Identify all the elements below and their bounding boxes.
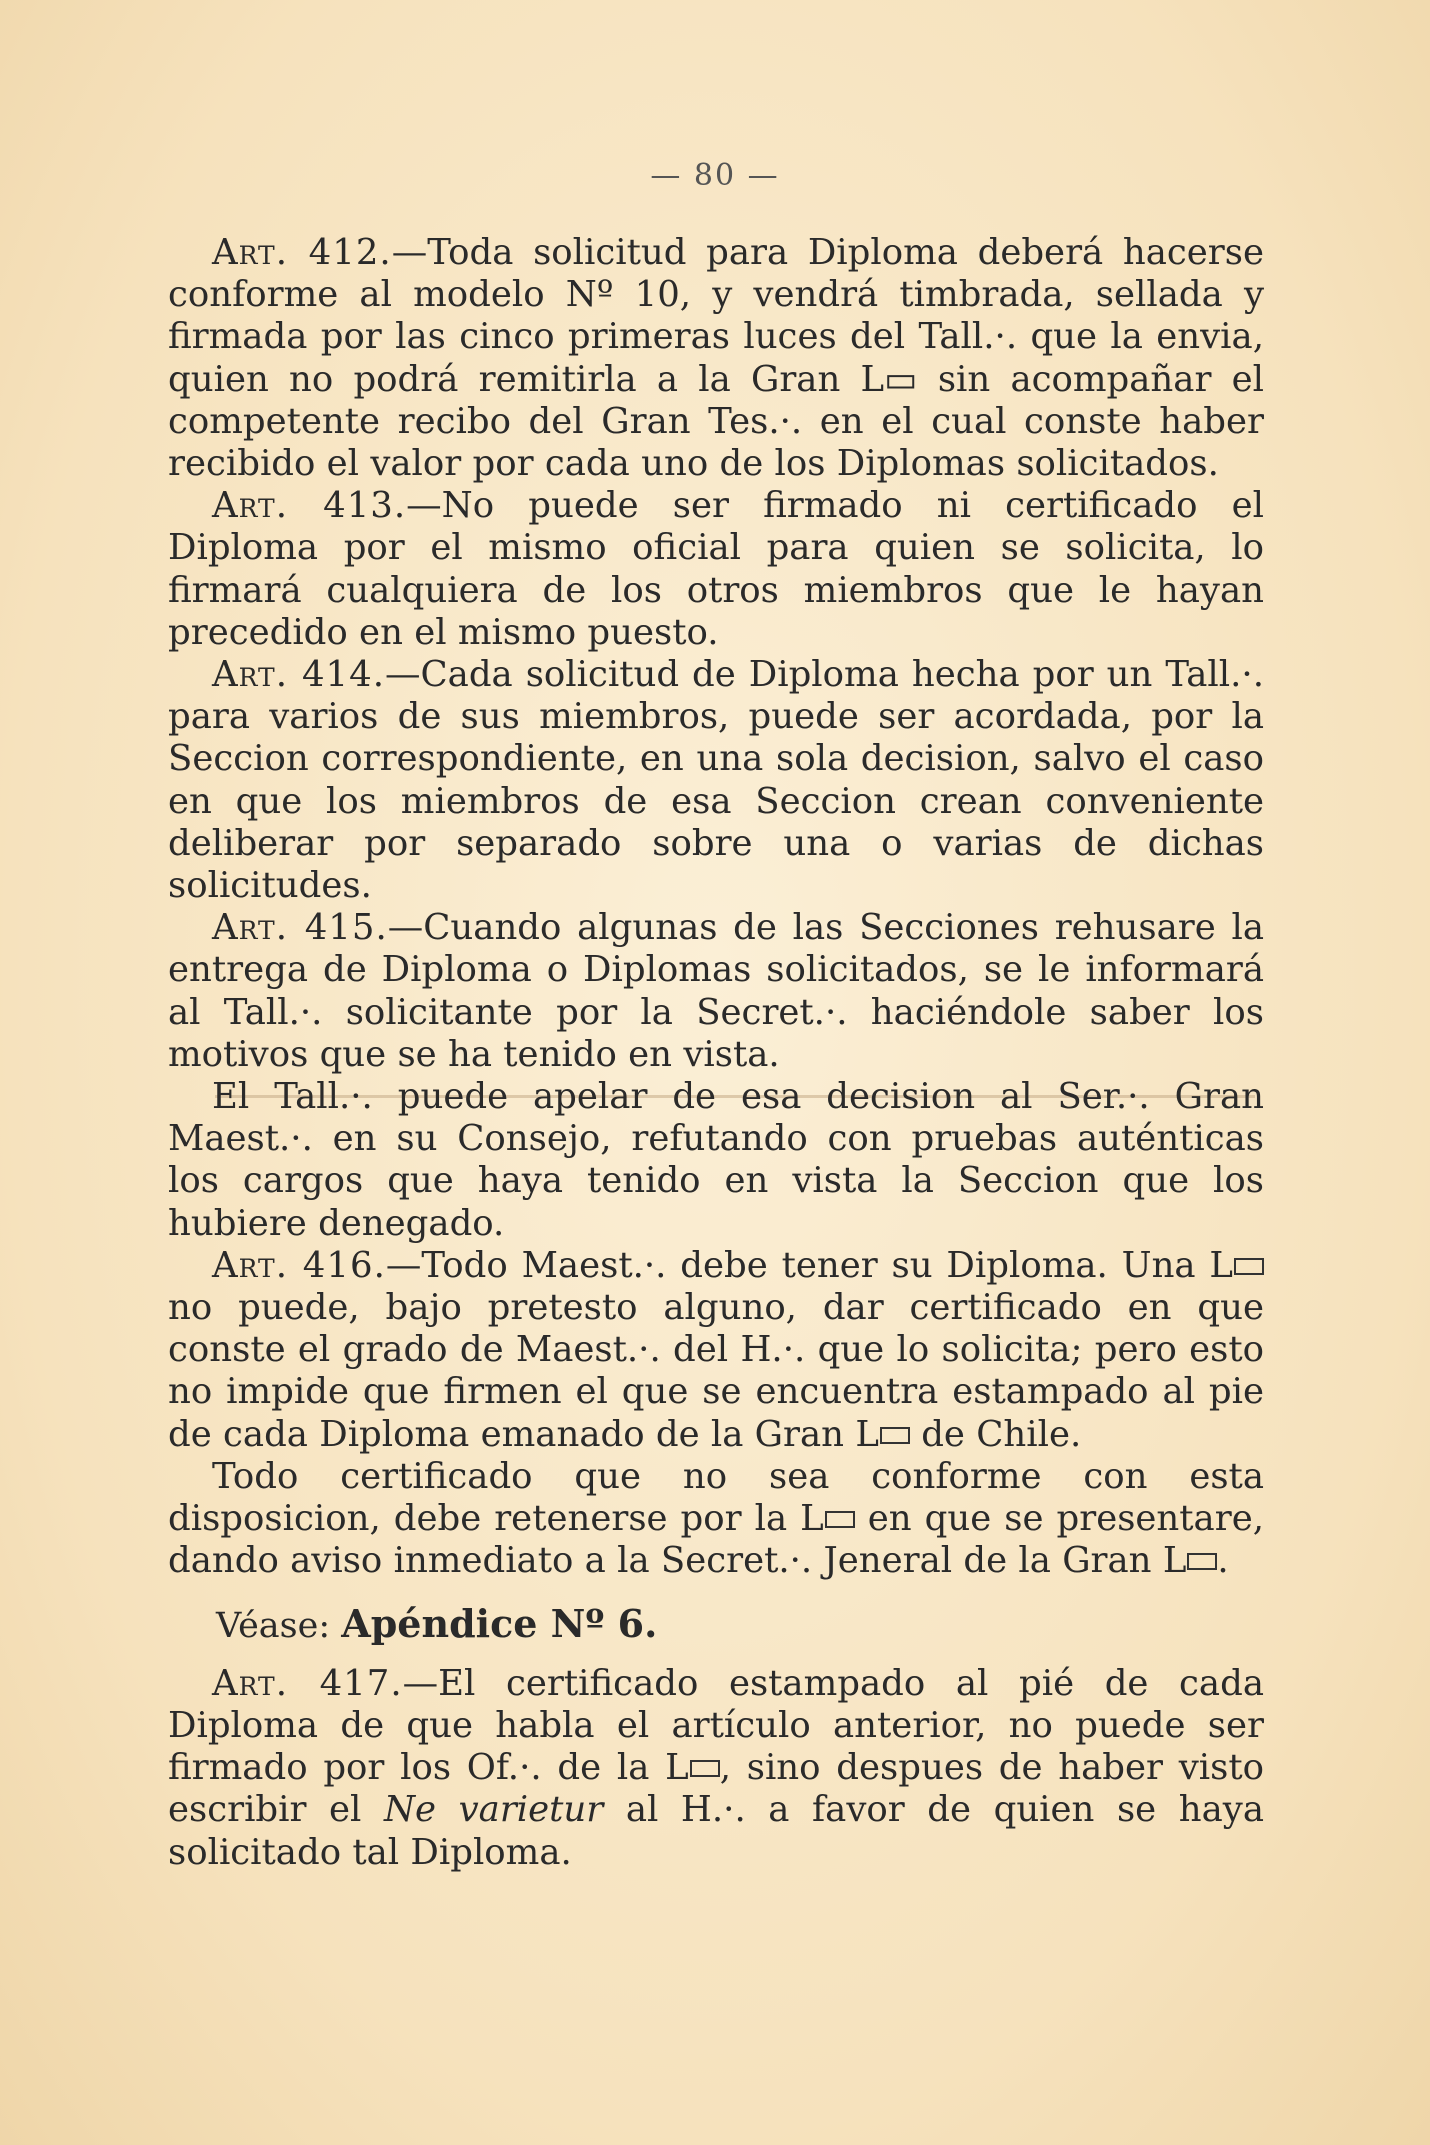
- article-412: [168, 232, 1264, 485]
- lodge-square-icon: [1234, 1258, 1264, 1275]
- article-text: de Chile.: [909, 1413, 1082, 1455]
- article-text: Todo certificado que no sea conforme con esta disposicion, debe retenerse por la L: [168, 1455, 1264, 1540]
- article-416: [168, 1245, 1264, 1456]
- article-text: al H.·. a favor de quien se haya solicitado tal Diploma.: [168, 1789, 1265, 1873]
- lodge-square-icon: [1187, 1553, 1217, 1570]
- article-label: Art. 414.: [212, 654, 385, 696]
- article-text: —No puede ser firmado ni certificado el Diploma por el mismo oficial para quien se solicita, lo firmará cualquiera de los otros miembros que le hayan precedido en el mismo puesto.: [168, 485, 1264, 653]
- lodge-square-icon: [880, 1427, 910, 1444]
- article-text: —Cuando algunas de las Secciones rehusare la entrega de Diploma o Diplomas solicitados, se le informará al Tall.·. solicitante por la Secret.·. haciéndole saber los motivos que se ha tenido en vista.: [168, 907, 1264, 1075]
- lodge-square-icon: [690, 1760, 720, 1777]
- article-label: Art. 417.: [212, 1662, 403, 1704]
- lodge-square-icon: [825, 1511, 855, 1528]
- article-label: Art. 415.: [212, 907, 388, 949]
- article-415: [168, 907, 1264, 1076]
- article-414: [168, 654, 1264, 907]
- article-text: —Toda solicitud para Diploma deberá hacerse conforme al modelo Nº 10, y vendrá timbrada, sellada y firmada por las cinco primeras luces del Tall.·. que la envia, quien no podrá remitirla a la Gran L▭ sin acompañar el competente recibo del Gran Tes.·. en el cual conste haber recibido el valor por cada uno de los Diplomas solicitados.: [168, 232, 1264, 485]
- article-text: en que se presentare, dando aviso inmediato a la Secret.·. Jeneral de la Gran L: [168, 1498, 1264, 1582]
- article-label: Art. 416.: [212, 1244, 386, 1286]
- article-415-appeal: El Tall.·. puede apelar de esa decision al Ser.·. Gran Maest.·. en su Consejo, refutando con pruebas auténticas los cargos que haya tenido en vista la Seccion que los hubiere denegado.: [168, 1076, 1264, 1244]
- article-label: Art. 413.: [212, 485, 407, 527]
- article-416-certificate: [168, 1456, 1264, 1583]
- see-also-prefix: Véase:: [216, 1605, 331, 1646]
- article-text: —Cada solicitud de Diploma hecha por un Tall.·. para varios de sus miembros, puede ser acordada, por la Seccion correspondiente, en una sola decision, salvo el caso en que los miembros de esa Seccion crean conveniente deliberar por separado sobre una o varias de dichas solicitudes.: [168, 654, 1264, 907]
- article-text: no puede, bajo pretesto alguno, dar certificado en que conste el grado de Maest.·. del H.·. que lo solicita; pero esto no impide que firmen el que se encuentra estampado al pie de cada Diploma emanado de la Gran L: [168, 1287, 1264, 1455]
- appendix-reference: Apéndice Nº 6.: [341, 1600, 658, 1646]
- article-417: [168, 1663, 1264, 1874]
- see-also: [216, 1600, 1264, 1647]
- article-label: Art. 412.: [212, 232, 392, 273]
- article-text: .: [1217, 1540, 1229, 1582]
- article-text: —El certificado estampado al pié de cada Diploma de que habla el artículo anterior, no puede ser firmado por los Of.·. de la L: [168, 1662, 1264, 1789]
- page-number: — 80 —: [650, 158, 780, 193]
- latin-phrase: Ne varietur: [383, 1789, 604, 1831]
- article-text: —Todo Maest.·. debe tener su Diploma. Una L: [385, 1244, 1233, 1286]
- article-413: [168, 485, 1264, 654]
- page-body: [168, 232, 1264, 1874]
- article-text: , sino despues de haber visto escribir el: [168, 1747, 1265, 1831]
